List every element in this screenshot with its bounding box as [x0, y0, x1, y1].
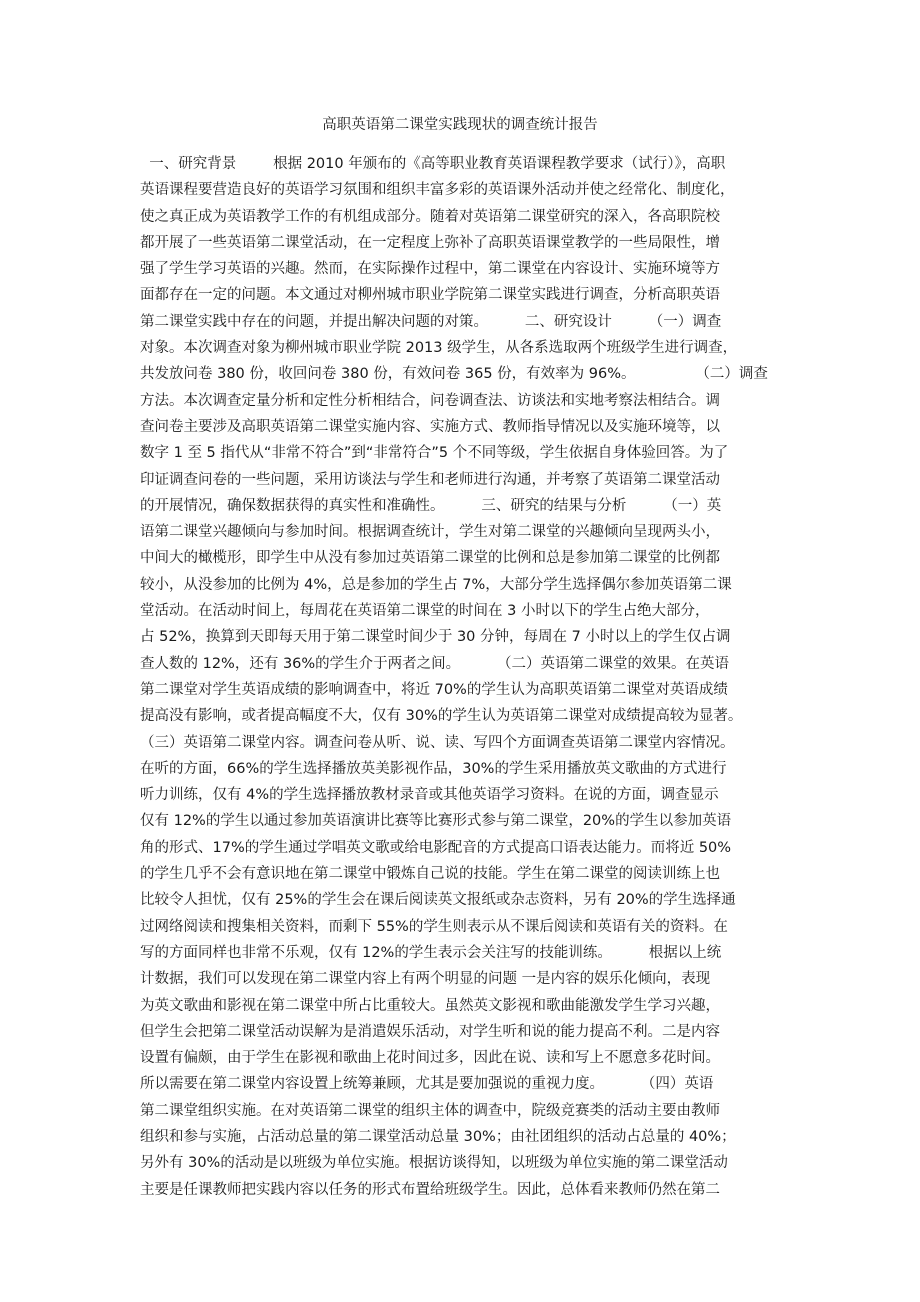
document-text-line: 面都存在一定的问题。本文通过对柳州城市职业学院第二课堂实践进行调查，分析高职英语 — [140, 287, 720, 304]
document-text-line: 另外有 30%的活动是以班级为单位实施。根据访谈得知，以班级为单位实施的第二课堂活动 — [140, 1155, 728, 1172]
document-text-line: 但学生会把第二课堂活动误解为是消遣娱乐活动，对学生听和说的能力提高不利。二是内容 — [140, 1023, 720, 1040]
document-text-line: 为英文歌曲和影视在第二课堂中所占比重较大。虽然英文影视和歌曲能激发学生学习兴趣， — [140, 997, 720, 1014]
document-text-line: 过网络阅读和搜集相关资料，而剩下 55%的学生则表示从不课后阅读和英语有关的资料。在 — [140, 918, 728, 935]
document-text-line: 查人数的 12%，还有 36%的学生介于两者之间。 （二）英语第二课堂的效果。在英语 — [140, 655, 730, 672]
document-text-line: 比较令人担忧，仅有 25%的学生会在课后阅读英文报纸或杂志资料，另有 20%的学生选择通 — [140, 892, 736, 909]
document-text-line: （三）英语第二课堂内容。调查问卷从听、说、读、写四个方面调查英语第二课堂内容情况。 — [140, 734, 735, 751]
document-text-line: 的学生几乎不会有意识地在第二课堂中锻炼自己说的技能。学生在第二课堂的阅读训练上也 — [140, 866, 720, 883]
document-text-line: 第二课堂对学生英语成绩的影响调查中，将近 70%的学生认为高职英语第二课堂对英语成绩 — [140, 681, 728, 698]
document-text-line: 写的方面同样也非常不乐观，仅有 12%的学生表示会关注写的技能训练。 根据以上统 — [140, 944, 722, 961]
document-text-line: 所以需要在第二课堂内容设置上统筹兼顾，尤其是要加强说的重视力度。 （四）英语 — [140, 1076, 714, 1093]
document-text-line: 第二课堂组织实施。在对英语第二课堂的组织主体的调查中，院级竞赛类的活动主要由教师 — [140, 1102, 720, 1119]
document-text-line: 在听的方面，66%的学生选择播放英美影视作品，30%的学生采用播放英文歌曲的方式进行 — [140, 760, 727, 777]
document-text-line: 的开展情况，确保数据获得的真实性和准确性。 三、研究的结果与分析 （一）英 — [140, 497, 722, 514]
document-text-line: 查问卷主要涉及高职英语第二课堂实施内容、实施方式、教师指导情况以及实施环境等，以 — [140, 418, 720, 435]
document-text-line: 主要是任课教师把实践内容以任务的形式布置给班级学生。因此，总体看来教师仍然在第二 — [140, 1181, 720, 1198]
document-text-line: 对象。本次调查对象为柳州城市职业学院 2013 级学生，从各系选取两个班级学生进行调查， — [140, 340, 738, 357]
document-text-line: 占 52%，换算到天即每天用于第二课堂时间少于 30 分钟，每周在 7 小时以上的学生仅占调 — [140, 629, 731, 646]
document-text-line: 仅有 12%的学生以通过参加英语演讲比赛等比赛形式参与第二课堂，20%的学生以参加英语 — [140, 813, 732, 830]
document-text-line: 较小，从没参加的比例为 4%，总是参加的学生占 7%，大部分学生选择偶尔参加英语第二课 — [140, 576, 732, 593]
document-text-line: 英语课程要营造良好的英语学习氛围和组织丰富多彩的英语课外活动并使之经常化、制度化， — [140, 182, 735, 199]
document-text-line: 听力训练，仅有 4%的学生选择播放教材录音或其他英语学习资料。在说的方面，调查显示 — [140, 787, 719, 804]
document-text-line: 印证调查问卷的一些问题，采用访谈法与学生和老师进行沟通，并考察了英语第二课堂活动 — [140, 471, 720, 488]
document-text-line: 组织和参与实施，占活动总量的第二课堂活动总量 30%；由社团组织的活动占总量的 40%； — [140, 1128, 736, 1145]
document-text-line: 堂活动。在活动时间上，每周花在英语第二课堂的时间在 3 小时以下的学生占绝大部分， — [140, 603, 710, 620]
document-text-line: 使之真正成为英语教学工作的有机组成部分。随着对英语第二课堂研究的深入，各高职院校 — [140, 208, 720, 225]
document-text-line: 数字 1 至 5 指代从“非常不符合”到“非常符合”5 个不同等级，学生依据自身体验回答。为了 — [140, 445, 729, 462]
document-title: 高职英语第二课堂实践现状的调查统计报告 — [322, 117, 598, 133]
document-text-line: 共发放问卷 380 份，收回问卷 380 份，有效问卷 365 份，有效率为 96%。 （二）调查 — [140, 366, 768, 383]
document-text-line: 方法。本次调查定量分析和定性分析相结合，问卷调查法、访谈法和实地考察法相结合。调 — [140, 392, 720, 409]
document-text-line: 第二课堂实践中存在的问题，并提出解决问题的对策。 二、研究设计 （一）调查 — [140, 313, 722, 330]
document-text-line: 设置有偏颇，由于学生在影视和歌曲上花时间过多，因此在说、读和写上不愿意多花时间。 — [140, 1050, 720, 1067]
document-text-line: 一、研究背景 根据 2010 年颁布的《高等职业教育英语课程教学要求（试行）》，高职 — [140, 156, 726, 172]
document-text-line: 强了学生学习英语的兴趣。然而，在实际操作过程中，第二课堂在内容设计、实施环境等方 — [140, 261, 720, 278]
document-text-line: 角的形式、17%的学生通过学唱英文歌或给电影配音的方式提高口语表达能力。而将近 50% — [140, 839, 732, 856]
document-text-line: 都开展了一些英语第二课堂活动，在一定程度上弥补了高职英语课堂教学的一些局限性，增 — [140, 234, 720, 251]
document-text-line: 语第二课堂兴趣倾向与参加时间。根据调查统计，学生对第二课堂的兴趣倾向呈现两头小， — [140, 524, 720, 541]
document-text-line: 计数据，我们可以发现在第二课堂内容上有两个明显的问题 一是内容的娱乐化倾向，表现 — [140, 971, 711, 988]
document-text-line: 中间大的橄榄形，即学生中从没有参加过英语第二课堂的比例和总是参加第二课堂的比例都 — [140, 550, 720, 567]
document-body — [140, 151, 780, 1203]
document-text-line: 提高没有影响，或者提高幅度不大，仅有 30%的学生认为英语第二课堂对成绩提高较为显著。 — [140, 708, 743, 725]
